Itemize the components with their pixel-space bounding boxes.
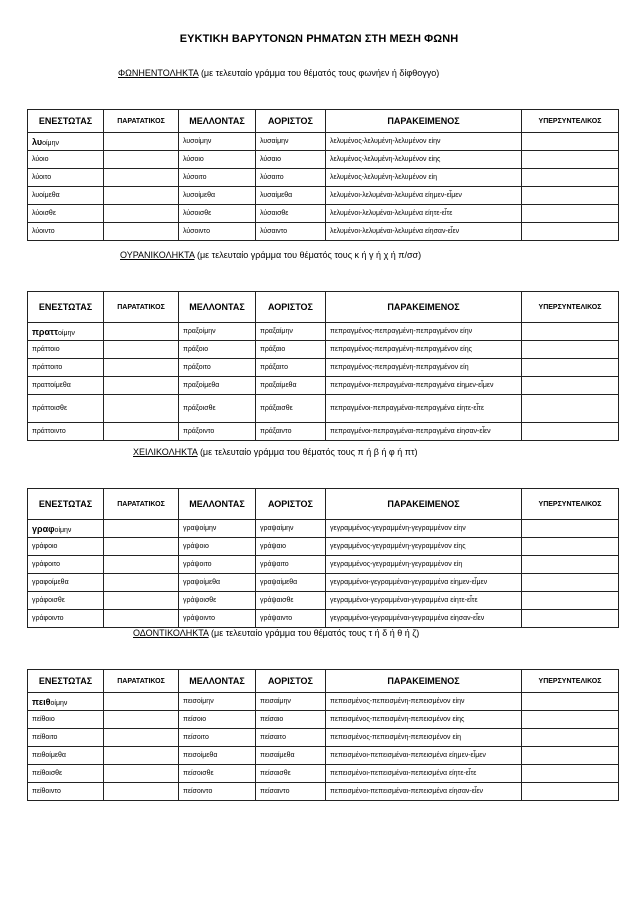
conjugation-table — [27, 109, 619, 241]
section-heading-note: (με τελευταίο γράμμα του θέματός τους τ ή δ ή θ ή ζ) — [208, 628, 420, 638]
column-header: ΑΟΡΙΣΤΟΣ — [256, 489, 326, 520]
table-cell — [104, 693, 179, 711]
table-cell: γεγραμμένοι-γεγραμμέναι-γεγραμμένα είησαν-εἶεν — [326, 610, 522, 628]
table-cell: γράψαιτο — [256, 556, 326, 574]
section-1 — [27, 68, 618, 235]
section-2 — [27, 250, 618, 435]
table-cell: λύσοισθε — [179, 205, 256, 223]
table-cell: πραττοίμεθα — [28, 377, 104, 395]
table-cell — [522, 610, 619, 628]
table-cell: πείθοιο — [28, 711, 104, 729]
table-cell: λελυμένοι-λελυμέναι-λελυμένα είημεν-εἶμεν — [326, 187, 522, 205]
table-cell — [104, 765, 179, 783]
table-cell — [104, 205, 179, 223]
table-cell: πεισαίμεθα — [256, 747, 326, 765]
table-cell: πείσοιτο — [179, 729, 256, 747]
table-cell: γραψαίμην — [256, 520, 326, 538]
table-row — [28, 341, 619, 359]
table-cell: πεπραγμένος-πεπραγμένη-πεπραγμένον είη — [326, 359, 522, 377]
column-header: ΠΑΡΑΚΕΙΜΕΝΟΣ — [326, 292, 522, 323]
table-row — [28, 359, 619, 377]
table-cell — [522, 341, 619, 359]
section-heading-label: ΟΥΡΑΝΙΚΟΛΗΚΤΑ — [120, 250, 195, 260]
table-cell: πεπεισμένοι-πεπεισμέναι-πεπεισμένα είησαν-εἶεν — [326, 783, 522, 801]
section-heading-note: (με τελευταίο γράμμα του θέματός τους π ή β ή φ ή πτ) — [197, 447, 418, 457]
column-header: ΥΠΕΡΣΥΝΤΕΛΙΚΟΣ — [522, 292, 619, 323]
table-cell: πράξοισθε — [179, 395, 256, 423]
verb-stem: πειθ — [32, 696, 51, 707]
table-row — [28, 747, 619, 765]
table-cell — [522, 187, 619, 205]
table-cell: γεγραμμένοι-γεγραμμέναι-γεγραμμένα είητε-εἶτε — [326, 592, 522, 610]
table-cell: λυσαίμεθα — [256, 187, 326, 205]
table-cell — [28, 323, 104, 341]
table-cell — [522, 205, 619, 223]
section-heading-label: ΦΩΝΗΕΝΤΟΛΗΚΤΑ — [118, 68, 199, 78]
table-cell — [104, 223, 179, 241]
column-header: ΜΕΛΛΟΝΤΑΣ — [179, 489, 256, 520]
table-cell: πράττοιτο — [28, 359, 104, 377]
table-cell: πείσοισθε — [179, 765, 256, 783]
table-cell: γράψαιο — [256, 538, 326, 556]
table-cell: πράττοισθε — [28, 395, 104, 423]
table-cell: πράξαισθε — [256, 395, 326, 423]
table-cell: πεπραγμένος-πεπραγμένη-πεπραγμένον είης — [326, 341, 522, 359]
table-cell: πράξοιτο — [179, 359, 256, 377]
table-cell: λυσαίμην — [256, 133, 326, 151]
table-cell: γραψοίμην — [179, 520, 256, 538]
verb-ending: οίμην — [50, 699, 68, 707]
table-cell — [104, 377, 179, 395]
table-row — [28, 711, 619, 729]
table-cell: λυσοίμην — [179, 133, 256, 151]
table-cell: πείθοισθε — [28, 765, 104, 783]
table-row — [28, 556, 619, 574]
table-cell: πράξαιτο — [256, 359, 326, 377]
table-cell: λελυμένος-λελυμένη-λελυμένον είης — [326, 151, 522, 169]
table-cell — [28, 520, 104, 538]
table-cell — [522, 574, 619, 592]
column-header: ΠΑΡΑΤΑΤΙΚΟΣ — [104, 292, 179, 323]
table-cell: λύοιντο — [28, 223, 104, 241]
table-cell — [522, 323, 619, 341]
table-cell: πράττοιο — [28, 341, 104, 359]
verb-ending: οίμην — [58, 329, 75, 337]
section-heading-note: (με τελευταίο γράμμα του θέματός τους κ ή γ ή χ ή π/σσ) — [194, 250, 422, 260]
table-cell — [522, 133, 619, 151]
table-row — [28, 151, 619, 169]
table-cell: πεπραγμένοι-πεπραγμέναι-πεπραγμένα είημεν-εἶμεν — [326, 377, 522, 395]
table-row — [28, 323, 619, 341]
table-cell: πεπραγμένοι-πεπραγμέναι-πεπραγμένα είησαν-εἶεν — [326, 423, 522, 441]
table-cell: πείσαισθε — [256, 765, 326, 783]
section-heading-label: ΧΕΙΛΙΚΟΛΗΚΤΑ — [133, 447, 198, 457]
column-header: ΠΑΡΑΚΕΙΜΕΝΟΣ — [326, 489, 522, 520]
table-cell — [104, 592, 179, 610]
table-cell: γράφοιο — [28, 538, 104, 556]
table-cell: γράψοιτο — [179, 556, 256, 574]
table-row — [28, 574, 619, 592]
verb-ending: οίμην — [54, 526, 72, 534]
column-header: ΕΝΕΣΤΩΤΑΣ — [28, 110, 104, 133]
table-cell: γράψοισθε — [179, 592, 256, 610]
table-cell — [104, 151, 179, 169]
table-cell: πείσοιο — [179, 711, 256, 729]
table-cell — [522, 151, 619, 169]
table-row — [28, 395, 619, 423]
table-cell: λύσαισθε — [256, 205, 326, 223]
table-cell — [522, 747, 619, 765]
table-cell: πράττοιντο — [28, 423, 104, 441]
table-row — [28, 223, 619, 241]
table-cell: λύσαιτο — [256, 169, 326, 187]
section-heading-label: ΟΔΟΝΤΙΚΟΛΗΚΤΑ — [133, 628, 209, 638]
verb-stem: λυ — [32, 136, 43, 147]
table-cell: λελυμένος-λελυμένη-λελυμένον είην — [326, 133, 522, 151]
table-cell — [104, 341, 179, 359]
table-cell: πεπεισμένος-πεπεισμένη-πεπεισμένον είης — [326, 711, 522, 729]
table-cell: γράφοισθε — [28, 592, 104, 610]
table-row — [28, 169, 619, 187]
table-cell — [104, 729, 179, 747]
table-row — [28, 592, 619, 610]
table-cell: λύσοιτο — [179, 169, 256, 187]
table-cell — [104, 187, 179, 205]
section-3 — [27, 447, 618, 622]
table-cell: πράξοιο — [179, 341, 256, 359]
table-cell: πραξοίμεθα — [179, 377, 256, 395]
table-header-row — [28, 670, 619, 693]
table-cell: λύοισθε — [28, 205, 104, 223]
table-cell: πειθοίμεθα — [28, 747, 104, 765]
table-cell — [104, 783, 179, 801]
table-cell: λυοίμεθα — [28, 187, 104, 205]
column-header: ΠΑΡΑΤΑΤΙΚΟΣ — [104, 670, 179, 693]
table-cell: πραξοίμην — [179, 323, 256, 341]
verb-ending: οίμην — [42, 139, 59, 147]
table-cell: λελυμένος-λελυμένη-λελυμένον είη — [326, 169, 522, 187]
table-header-row — [28, 489, 619, 520]
table-cell — [522, 520, 619, 538]
column-header: ΑΟΡΙΣΤΟΣ — [256, 110, 326, 133]
table-cell — [522, 556, 619, 574]
table-row — [28, 187, 619, 205]
table-cell: πεπεισμένος-πεπεισμένη-πεπεισμένον είη — [326, 729, 522, 747]
column-header: ΑΟΡΙΣΤΟΣ — [256, 670, 326, 693]
column-header: ΥΠΕΡΣΥΝΤΕΛΙΚΟΣ — [522, 489, 619, 520]
table-cell: λυσοίμεθα — [179, 187, 256, 205]
table-cell — [104, 538, 179, 556]
column-header: ΠΑΡΑΚΕΙΜΕΝΟΣ — [326, 110, 522, 133]
table-cell: λελυμένοι-λελυμέναι-λελυμένα είητε-εἶτε — [326, 205, 522, 223]
table-header-row — [28, 292, 619, 323]
table-cell: λύσαιο — [256, 151, 326, 169]
table-cell: πραξαίμεθα — [256, 377, 326, 395]
table-cell — [522, 783, 619, 801]
column-header: ΥΠΕΡΣΥΝΤΕΛΙΚΟΣ — [522, 110, 619, 133]
table-cell — [104, 520, 179, 538]
table-cell: γράφοιντο — [28, 610, 104, 628]
column-header: ΠΑΡΑΤΑΤΙΚΟΣ — [104, 489, 179, 520]
table-cell — [522, 693, 619, 711]
table-cell — [522, 729, 619, 747]
column-header: ΥΠΕΡΣΥΝΤΕΛΙΚΟΣ — [522, 670, 619, 693]
table-row — [28, 205, 619, 223]
table-cell: πραξαίμην — [256, 323, 326, 341]
table-cell: λύσαιντο — [256, 223, 326, 241]
table-row — [28, 783, 619, 801]
table-cell — [104, 574, 179, 592]
verb-stem: γραφ — [32, 523, 55, 534]
table-cell — [104, 610, 179, 628]
table-cell: πείθοιτο — [28, 729, 104, 747]
table-cell: πεισοίμεθα — [179, 747, 256, 765]
table-cell — [104, 747, 179, 765]
table-cell — [104, 423, 179, 441]
table-row — [28, 729, 619, 747]
table-cell — [28, 133, 104, 151]
column-header: ΕΝΕΣΤΩΤΑΣ — [28, 670, 104, 693]
table-row — [28, 538, 619, 556]
table-cell: πείσοιντο — [179, 783, 256, 801]
table-cell: πείσαιο — [256, 711, 326, 729]
table-cell: λύσοιντο — [179, 223, 256, 241]
column-header: ΕΝΕΣΤΩΤΑΣ — [28, 292, 104, 323]
table-cell: γράφοιτο — [28, 556, 104, 574]
section-heading — [133, 447, 418, 457]
table-cell — [522, 592, 619, 610]
table-cell — [522, 711, 619, 729]
table-cell — [104, 556, 179, 574]
table-cell: γεγραμμένοι-γεγραμμέναι-γεγραμμένα είημεν-εἶμεν — [326, 574, 522, 592]
conjugation-table — [27, 291, 619, 441]
conjugation-table — [27, 488, 619, 628]
column-header: ΜΕΛΛΟΝΤΑΣ — [179, 292, 256, 323]
table-cell — [522, 359, 619, 377]
table-row — [28, 610, 619, 628]
table-cell: γραψοίμεθα — [179, 574, 256, 592]
table-row — [28, 377, 619, 395]
section-heading-note: (με τελευταίο γράμμα του θέματός τους φωνήεν ή δίφθογγο) — [198, 68, 440, 78]
table-cell: γράψαιντο — [256, 610, 326, 628]
table-cell: λελυμένοι-λελυμέναι-λελυμένα είησαν-εἶεν — [326, 223, 522, 241]
column-header: ΜΕΛΛΟΝΤΑΣ — [179, 110, 256, 133]
table-cell: γραφοίμεθα — [28, 574, 104, 592]
table-cell: γραψαίμεθα — [256, 574, 326, 592]
table-cell — [28, 693, 104, 711]
table-cell: πεισοίμην — [179, 693, 256, 711]
table-cell: πράξαιο — [256, 341, 326, 359]
column-header: ΜΕΛΛΟΝΤΑΣ — [179, 670, 256, 693]
table-cell — [522, 538, 619, 556]
table-cell: γεγραμμένος-γεγραμμένη-γεγραμμένον είη — [326, 556, 522, 574]
page-title: ΕΥΚΤΙΚΗ ΒΑΡΥΤΟΝΩΝ ΡΗΜΑΤΩΝ ΣΤΗ ΜΕΣΗ ΦΩΝΗ — [179, 33, 459, 45]
table-cell: πεπεισμένος-πεπεισμένη-πεπεισμένον είην — [326, 693, 522, 711]
table-cell — [104, 359, 179, 377]
table-cell — [104, 711, 179, 729]
table-row — [28, 133, 619, 151]
table-cell: πεπραγμένοι-πεπραγμέναι-πεπραγμένα είητε-εἶτε — [326, 395, 522, 423]
table-row — [28, 765, 619, 783]
column-header: ΕΝΕΣΤΩΤΑΣ — [28, 489, 104, 520]
table-row — [28, 520, 619, 538]
table-cell: πεισαίμην — [256, 693, 326, 711]
table-cell — [104, 323, 179, 341]
table-cell: πράξαιντο — [256, 423, 326, 441]
table-cell: λύοιτο — [28, 169, 104, 187]
section-heading — [133, 628, 419, 638]
table-header-row — [28, 110, 619, 133]
table-cell — [522, 223, 619, 241]
table-cell: πεπραγμένος-πεπραγμένη-πεπραγμένον είην — [326, 323, 522, 341]
section-heading — [118, 68, 439, 78]
table-cell: λύσοιο — [179, 151, 256, 169]
table-cell: γεγραμμένος-γεγραμμένη-γεγραμμένον είης — [326, 538, 522, 556]
table-cell — [522, 395, 619, 423]
conjugation-table — [27, 669, 619, 801]
section-4 — [27, 628, 618, 795]
column-header: ΠΑΡΑΚΕΙΜΕΝΟΣ — [326, 670, 522, 693]
table-cell — [522, 765, 619, 783]
table-cell — [522, 169, 619, 187]
table-cell — [522, 377, 619, 395]
table-cell — [104, 395, 179, 423]
table-cell: πράξοιντο — [179, 423, 256, 441]
table-cell: πεπεισμένοι-πεπεισμέναι-πεπεισμένα είητε-εἶτε — [326, 765, 522, 783]
table-row — [28, 423, 619, 441]
table-cell: γράψαισθε — [256, 592, 326, 610]
table-cell: γράψοιο — [179, 538, 256, 556]
verb-stem: πραττ — [32, 326, 59, 337]
table-cell — [104, 133, 179, 151]
table-cell: πείσαιντο — [256, 783, 326, 801]
table-cell: γράψοιντο — [179, 610, 256, 628]
column-header: ΑΟΡΙΣΤΟΣ — [256, 292, 326, 323]
table-cell: γεγραμμένος-γεγραμμένη-γεγραμμένον είην — [326, 520, 522, 538]
table-cell: πεπεισμένοι-πεπεισμέναι-πεπεισμένα είημεν-εἶμεν — [326, 747, 522, 765]
table-cell — [104, 169, 179, 187]
section-heading — [120, 250, 421, 260]
table-cell: πείθοιντο — [28, 783, 104, 801]
table-cell — [522, 423, 619, 441]
table-cell: λύοιο — [28, 151, 104, 169]
table-row — [28, 693, 619, 711]
column-header: ΠΑΡΑΤΑΤΙΚΟΣ — [104, 110, 179, 133]
table-cell: πείσαιτο — [256, 729, 326, 747]
